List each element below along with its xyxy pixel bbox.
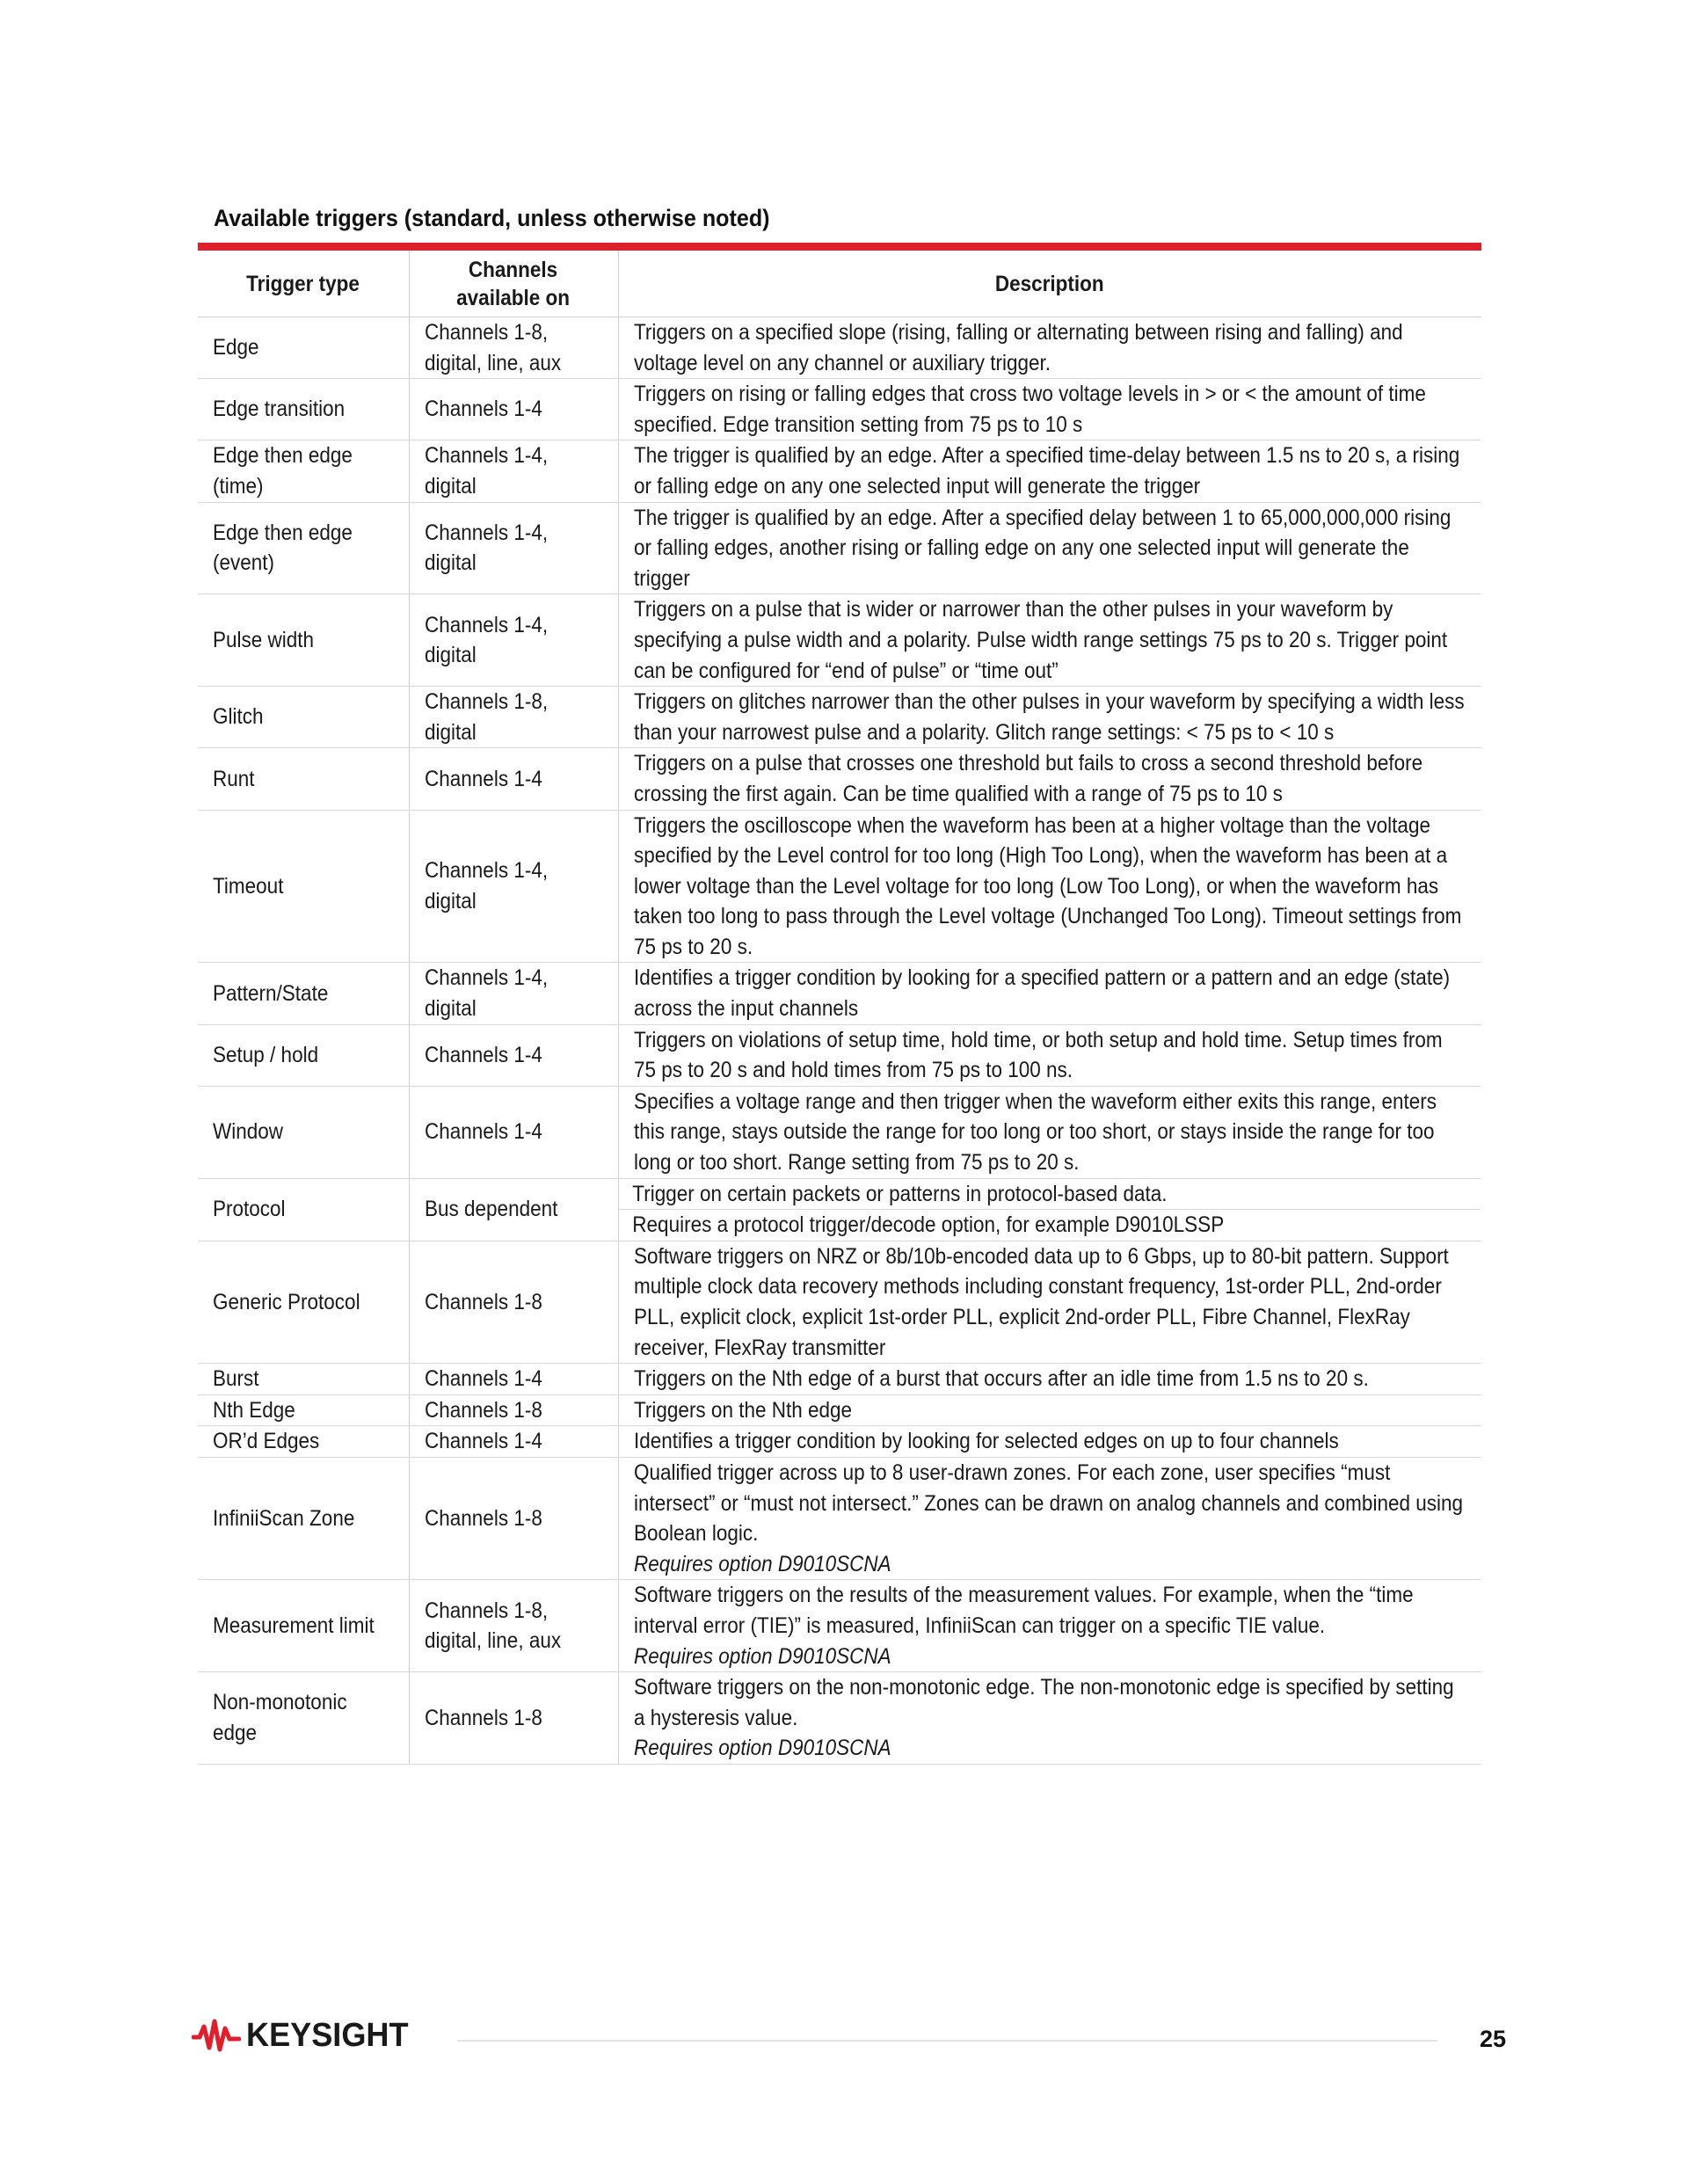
table-row (198, 502, 1481, 594)
table-row (198, 1364, 1481, 1395)
table-row (198, 1580, 1481, 1672)
description-text: Requires option D9010SCNA (633, 1736, 891, 1761)
keysight-logo (192, 2016, 417, 2055)
trigger-type-cell: Measurement limit (198, 1580, 409, 1672)
description-text: The trigger is qualified by an edge. After a specified time-delay between 1.5 ns to 20 s, a rising or falling edge on any one selected input will generate the trigger (633, 443, 1459, 499)
channels-cell: Channels 1-4 (409, 379, 618, 440)
trigger-type-cell: Edge then edge (time) (198, 440, 409, 502)
channels-cell: Channels 1-8 (409, 1241, 618, 1363)
description-cell (618, 1457, 1481, 1579)
channels-cell: Channels 1-4 (409, 1426, 618, 1458)
keysight-wave-icon (192, 2016, 241, 2055)
description-text: Triggers on a pulse that is wider or narrower than the other pulses in your waveform by specifying a pulse width and a polarity. Pulse width range settings 75 ps to 20 s. Trigger point can be configured for “end of pulse” or “time out” (633, 597, 1447, 683)
trigger-type-cell: Non-monotonic edge (198, 1672, 409, 1765)
table-row (198, 810, 1481, 963)
description-text: Triggers on violations of setup time, hold time, or both setup and hold time. Setup times from 75 ps to 20 s and hold times from 75 ps to 100 ns. (633, 1027, 1443, 1083)
table-row (198, 1457, 1481, 1579)
description-cell (618, 502, 1481, 594)
description-cell (618, 1086, 1481, 1178)
table-header-row (198, 251, 1481, 317)
trigger-type-cell: Edge transition (198, 379, 409, 440)
table-row (198, 1672, 1481, 1765)
channels-cell: Channels 1-4 (409, 1364, 618, 1395)
header-channels: Channels available on (409, 251, 618, 317)
description-cell (618, 1178, 1481, 1241)
trigger-type-cell: OR’d Edges (198, 1426, 409, 1458)
header-description: Description (618, 251, 1481, 317)
table-row (198, 594, 1481, 687)
footer-rule (457, 2040, 1437, 2042)
trigger-type-cell: Runt (198, 748, 409, 810)
table-row (198, 440, 1481, 502)
trigger-type-cell: Nth Edge (198, 1394, 409, 1426)
description-cell (618, 810, 1481, 963)
description-text: Qualified trigger across up to 8 user-drawn zones. For each zone, user specifies “must intersect” or “must not intersect.” Zones can be drawn on analog channels and combined using Boolean logic. (633, 1460, 1463, 1547)
description-cell (618, 1580, 1481, 1672)
description-cell (618, 687, 1481, 748)
section-title: Available triggers (standard, unless otherwise noted) (214, 205, 770, 231)
description-text: Triggers on a specified slope (rising, falling or alternating between rising and falling) and voltage level on any channel or auxiliary trigger. (633, 320, 1403, 375)
description-cell (618, 1024, 1481, 1086)
description-cell (618, 379, 1481, 440)
channels-cell: Channels 1-4, digital (409, 810, 618, 963)
channels-cell: Channels 1-8, digital (409, 687, 618, 748)
description-text: Software triggers on the results of the measurement values. For example, when the “time interval error (TIE)” is measured, InfiniiScan can trigger on a specific TIE value. (633, 1583, 1414, 1638)
description-text: Triggers the oscilloscope when the waveform has been at a higher voltage than the voltage specified by the Level control for too long (High Too Long), when the waveform has been at a lower voltage than the Level voltage for too long (Low Too Long), or when the waveform has taken too long to pass through the Level voltage (Unchanged Too Long). Timeout settings from 75 ps to 20 s. (633, 812, 1461, 959)
description-text: Triggers on rising or falling edges that cross two voltage levels in > or < the amount of time specified. Edge transition setting from 75 ps to 10 s (633, 382, 1426, 437)
description-cell (618, 1364, 1481, 1395)
title-rule (198, 243, 1481, 251)
description-cell (618, 440, 1481, 502)
trigger-type-cell: Glitch (198, 687, 409, 748)
description-text: Requires a protocol trigger/decode option, for example D9010LSSP (619, 1209, 1481, 1241)
description-text: Identifies a trigger condition by looking for a specified pattern or a pattern and an edge (state) across the input channels (633, 965, 1450, 1022)
table-row (198, 1426, 1481, 1458)
description-cell (618, 1394, 1481, 1426)
trigger-type-cell: Pattern/State (198, 963, 409, 1024)
description-cell (618, 1241, 1481, 1363)
channels-cell: Channels 1-8 (409, 1394, 618, 1426)
description-text: Requires option D9010SCNA (633, 1643, 891, 1669)
description-text: Software triggers on the non-monotonic edge. The non-monotonic edge is specified by setting a hysteresis value. (633, 1675, 1454, 1730)
channels-cell: Channels 1-4 (409, 1024, 618, 1086)
triggers-table (198, 251, 1481, 1765)
channels-cell: Channels 1-4, digital (409, 963, 618, 1024)
description-text: Trigger on certain packets or patterns in protocol-based data. (631, 1181, 1168, 1206)
channels-cell: Channels 1-4, digital (409, 440, 618, 502)
description-text: Identifies a trigger condition by looking for selected edges on up to four channels (633, 1429, 1339, 1454)
trigger-type-cell: Window (198, 1086, 409, 1178)
trigger-type-cell: Generic Protocol (198, 1241, 409, 1363)
trigger-type-cell: Protocol (198, 1178, 409, 1241)
trigger-type-cell: InfiniiScan Zone (198, 1457, 409, 1579)
channels-cell: Channels 1-8, digital, line, aux (409, 317, 618, 379)
description-cell (618, 1426, 1481, 1458)
table-row (198, 1086, 1481, 1178)
header-trigger-type: Trigger type (198, 251, 409, 317)
channels-cell: Channels 1-4 (409, 1086, 618, 1178)
trigger-type-cell: Setup / hold (198, 1024, 409, 1086)
table-row (198, 1394, 1481, 1426)
description-cell (618, 963, 1481, 1024)
table-row (198, 1178, 1481, 1241)
description-text: Triggers on the Nth edge of a burst that occurs after an idle time from 1.5 ns to 20 s. (633, 1366, 1369, 1392)
description-cell (618, 748, 1481, 810)
page-number: 25 (1480, 2026, 1507, 2052)
table-row (198, 963, 1481, 1024)
description-text: The trigger is qualified by an edge. After a specified delay between 1 to 65,000,000,000 rising or falling edges, another rising or falling edge on any one selected input will generate the trigger (633, 505, 1451, 591)
table-row (198, 1024, 1481, 1086)
description-cell (618, 1672, 1481, 1765)
channels-cell: Channels 1-8 (409, 1457, 618, 1579)
channels-cell: Channels 1-4, digital (409, 502, 618, 594)
table-row (198, 1241, 1481, 1363)
description-cell (618, 317, 1481, 379)
description-text: Requires option D9010SCNA (633, 1551, 891, 1576)
table-row (198, 317, 1481, 379)
table-row (198, 748, 1481, 810)
table-row (198, 379, 1481, 440)
trigger-type-cell: Burst (198, 1364, 409, 1395)
channels-cell: Bus dependent (409, 1178, 618, 1241)
description-text: Specifies a voltage range and then trigger when the waveform either exits this range, enters this range, stays outside the range for too long or too short, or stays inside the range for too long or too short. Range setting from 75 ps to 20 s. (633, 1088, 1437, 1176)
trigger-type-cell: Edge then edge (event) (198, 502, 409, 594)
description-cell (618, 594, 1481, 687)
channels-cell: Channels 1-4 (409, 748, 618, 810)
description-text: Triggers on the Nth edge (633, 1397, 852, 1423)
table-row (198, 687, 1481, 748)
trigger-type-cell: Edge (198, 317, 409, 379)
description-text: Triggers on a pulse that crosses one threshold but fails to cross a second threshold before crossing the first again. Can be time qualified with a range of 75 ps to 10 s (633, 751, 1422, 806)
description-text: Software triggers on NRZ or 8b/10b-encoded data up to 6 Gbps, up to 80-bit pattern. Support multiple clock data recovery methods including constant frequency, 1st-order PLL, 2nd-order PLL, explicit clock, explicit 1st-order PLL, explicit 2nd-order PLL, Fibre Channel, FlexRay receiver, FlexRay transmitter (633, 1243, 1449, 1360)
trigger-type-cell: Timeout (198, 810, 409, 963)
trigger-type-cell: Pulse width (198, 594, 409, 687)
brand-name: KEYSIGHT (246, 2016, 409, 2054)
description-text: Triggers on glitches narrower than the other pulses in your waveform by specifying a width less than your narrowest pulse and a polarity. Glitch range settings: < 75 ps to < 10 s (633, 689, 1465, 745)
channels-cell: Channels 1-8 (409, 1672, 618, 1765)
channels-cell: Channels 1-4, digital (409, 594, 618, 687)
channels-cell: Channels 1-8, digital, line, aux (409, 1580, 618, 1672)
